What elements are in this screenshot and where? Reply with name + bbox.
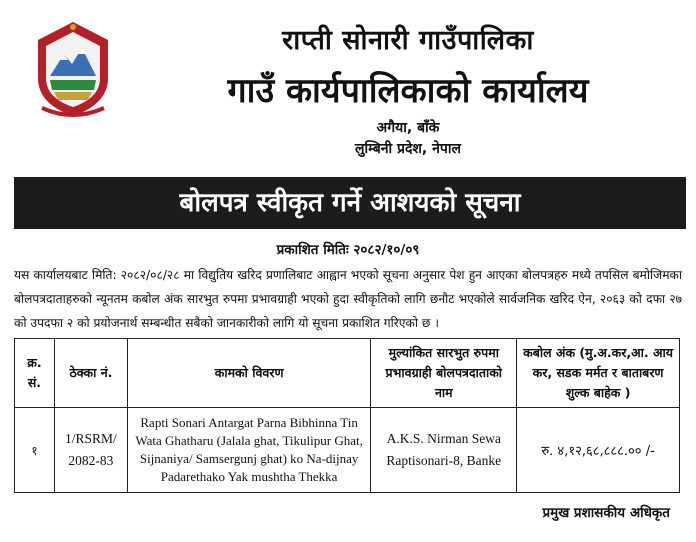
municipality-name: राप्ती सोनारी गाउँपालिका (282, 25, 534, 56)
header-contract-no: ठेक्का नं. (54, 339, 127, 408)
notice-body-paragraph: यस कार्यालयबाट मिति: २०८२/०८/२८ मा विद्युतिय खरिद प्रणालिबाट आह्वान भएको सूचना अनुसार पेश हुन आएका बोलपत्रहरु मध्ये तपसिल बमोजिमका बोलपत्रदाताहरुको न्यूनतम कबोल अंक सारभुत रुपमा प्रभावग्राही भएको हुदा स्वीकृतिको लागि छनौट भएकोले सार्वजनिक खरिद ऐन, २०६३ को दफा २७ को उपदफा २ को प्रयोजनार्थ सम्बन्धीत सबैको जानकारीको लागि यो सूचना प्रकाशित गरिएको छ । (14, 268, 682, 330)
published-date: प्रकाशित मितिः २०८२/१०/०९ (276, 242, 420, 258)
cell-sn: १ (15, 408, 55, 493)
bid-acceptance-table (14, 338, 680, 493)
address-line-2: लुम्बिनी प्रदेश, नेपाल (355, 141, 461, 157)
notice-title-banner: बोलपत्र स्वीकृत गर्ने आशयको सूचना (14, 177, 686, 229)
cell-description: Rapti Sonari Antargat Parna Bibhinna Tin Wata Ghatharu (Jalala ghat, Tikulipur Ghat, Sijnaniya/ Samsergunj ghat) ko Na-dijnay Padarethako Yak mushtha Thekka (127, 408, 370, 493)
header-amount: कबोल अंक (मु.अ.कर,आ. आय कर, सडक मर्मत र बाताबरण शुल्क बाहेक ) (517, 339, 680, 408)
signoff-title: प्रमुख प्रशासकीय अधिकृत (542, 505, 670, 521)
table-header-row (15, 339, 680, 408)
address-line-1: अगैया, बाँके (376, 120, 440, 136)
header-description: कामको विवरण (127, 339, 370, 408)
header-bidder: मुल्यांकित सारभुत रुपमा प्रभावग्राही बोलपत्रदाताको नाम (371, 339, 517, 408)
cell-amount: रु. ४,१२,६८,८८८.०० /- (517, 408, 680, 493)
nepal-emblem-icon (28, 18, 118, 118)
table-row (15, 408, 680, 493)
cell-bidder: A.K.S. Nirman Sewa Raptisonari-8, Banke (371, 408, 517, 493)
header-sn: क्र. सं. (15, 339, 55, 408)
cell-contract-no: 1/RSRM/ 2082-83 (54, 408, 127, 493)
office-name: गाउँ कार्यपालिकाको कार्यालय (227, 71, 589, 111)
